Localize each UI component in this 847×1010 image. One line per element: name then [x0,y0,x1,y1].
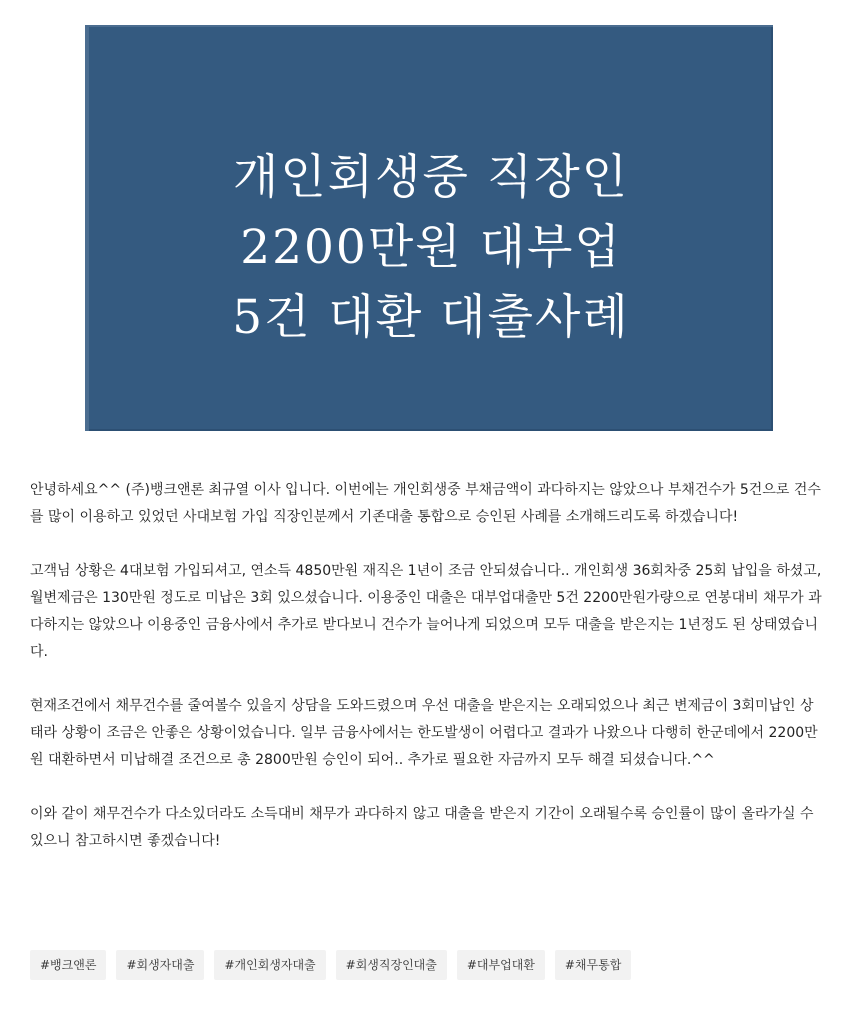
tag-rehab-loan[interactable]: #회생자대출 [116,950,204,980]
banner-title-line-1: 개인회생중 직장인 [232,150,630,205]
tag-personal-rehab-loan[interactable]: #개인회생자대출 [214,950,325,980]
banner-title [89,143,773,353]
article-paragraph-closing: 이와 같이 채무건수가 다소있더라도 소득대비 채무가 과다하지 않고 대출을 받은지 기간이 오래될수록 승인률이 많이 올라가실 수 있으니 참고하시면 좋겠습니다! [30,806,814,849]
article-body [30,477,825,882]
banner-image [85,25,773,431]
article-paragraph-result: 현재조건에서 채무건수를 줄여볼수 있을지 상담을 도와드렸으며 우선 대출을 받은지는 오래되었으나 최근 변제금이 3회미납인 상태라 상황이 조금은 안좋은 상황이었습니다. 일부 금융사에서는 한도발생이 어렵다고 결과가 나왔으나 다행히 한군데에서 2200만원 대환하면서 미납해결 조건으로 총 2800만원 승인이 되어.. 추가로 필요한 자금까지 모두 해결 되셨습니다.^^ [30,698,818,768]
article-paragraph-situation: 고객님 상황은 4대보험 가입되셔고, 연소득 4850만원 재직은 1년이 조금 안되셨습니다.. 개인회생 36회차중 25회 납입을 하셨고, 월변제금은 130만원 정도로 미납은 3회 있으셨습니다. 이용중인 대출은 대부업대출만 5건 2200만원가량으로 연봉대비 채무가 과다하지는 않았으나 이용중인 금융사에서 추가로 받다보니 건수가 늘어나게 되었으며 모두 대출을 받은지는 1년정도 된 상태였습니다. [30,563,822,660]
banner-title-line-2: 2200만원 대부업 [240,220,622,275]
tag-lender-refinance[interactable]: #대부업대환 [457,950,545,980]
banner-title-line-3: 5건 대환 대출사례 [232,290,630,345]
article-paragraph-intro: 안녕하세요^^ (주)뱅크앤론 최규열 이사 입니다. 이번에는 개인회생중 부채금액이 과다하지는 않았으나 부채건수가 5건으로 건수를 많이 이용하고 있었던 사대보험 가입 직장인분께서 기존대출 통합으로 승인된 사례를 소개해드리도록 하겠습니다! [30,482,821,525]
tag-list [30,950,631,980]
tag-bankandloan[interactable]: #뱅크앤론 [30,950,106,980]
tag-rehab-worker-loan[interactable]: #회생직장인대출 [336,950,447,980]
tag-debt-consolidation[interactable]: #채무통합 [555,950,631,980]
